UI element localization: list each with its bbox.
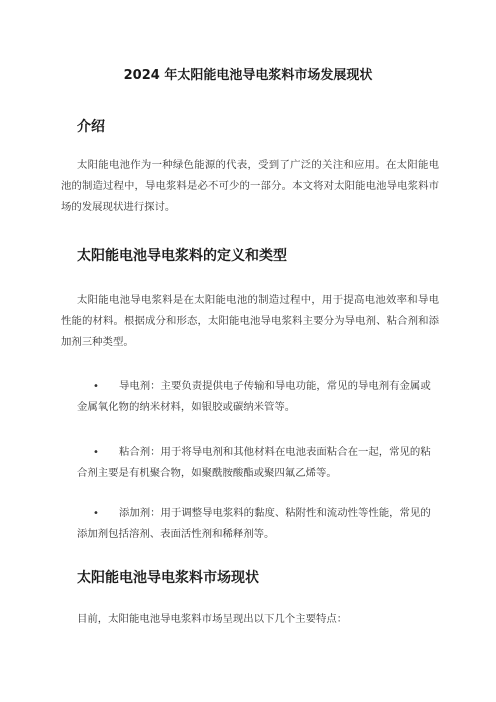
paragraph-definition: 太阳能电池导电浆料是在太阳能电池的制造过程中，用于提高电池效率和导电性能的材料。根据成分和形态，太阳能电池导电浆料主要分为导电剂、粘合剂和添加剂三种类型。: [61, 294, 439, 348]
paragraph-intro: 太阳能电池作为一种绿色能源的代表，受到了广泛的关注和应用。在太阳能电池的制造过程中，导电浆料是必不可少的一部分。本文将对太阳能电池导电浆料市场的发展现状进行探讨。: [61, 159, 439, 213]
list-item-conductive-agent: [77, 376, 441, 418]
bullet-icon: •: [93, 447, 99, 458]
list-item-binder: [77, 442, 441, 484]
list-item-text: 添加剂：用于调整导电浆料的黏度、粘附性和流动性等性能，常见的添加剂包括溶剂、表面活性剂和稀释剂等。: [77, 507, 431, 540]
section-heading-market-status: 太阳能电池导电浆料市场现状: [77, 570, 259, 586]
list-item-text: 导电剂：主要负责提供电子传输和导电功能，常见的导电剂有金属或金属氧化物的纳米材料，如银胶或碳纳米管等。: [77, 380, 431, 413]
page-title: 2024 年太阳能电池导电浆料市场发展现状: [123, 68, 373, 83]
section-heading-intro: 介绍: [77, 119, 105, 135]
bullet-icon: •: [93, 508, 99, 519]
paragraph-market-status: 目前，太阳能电池导电浆料市场呈现出以下几个主要特点：: [77, 613, 348, 625]
list-item-additive: [77, 503, 441, 545]
list-item-text: 粘合剂：用于将导电剂和其他材料在电池表面粘合在一起，常见的粘合剂主要是有机聚合物，如聚酰胺酸酯或聚四氟乙烯等。: [77, 446, 431, 479]
bullet-icon: •: [93, 381, 99, 392]
section-heading-definition: 太阳能电池导电浆料的定义和类型: [77, 248, 287, 264]
